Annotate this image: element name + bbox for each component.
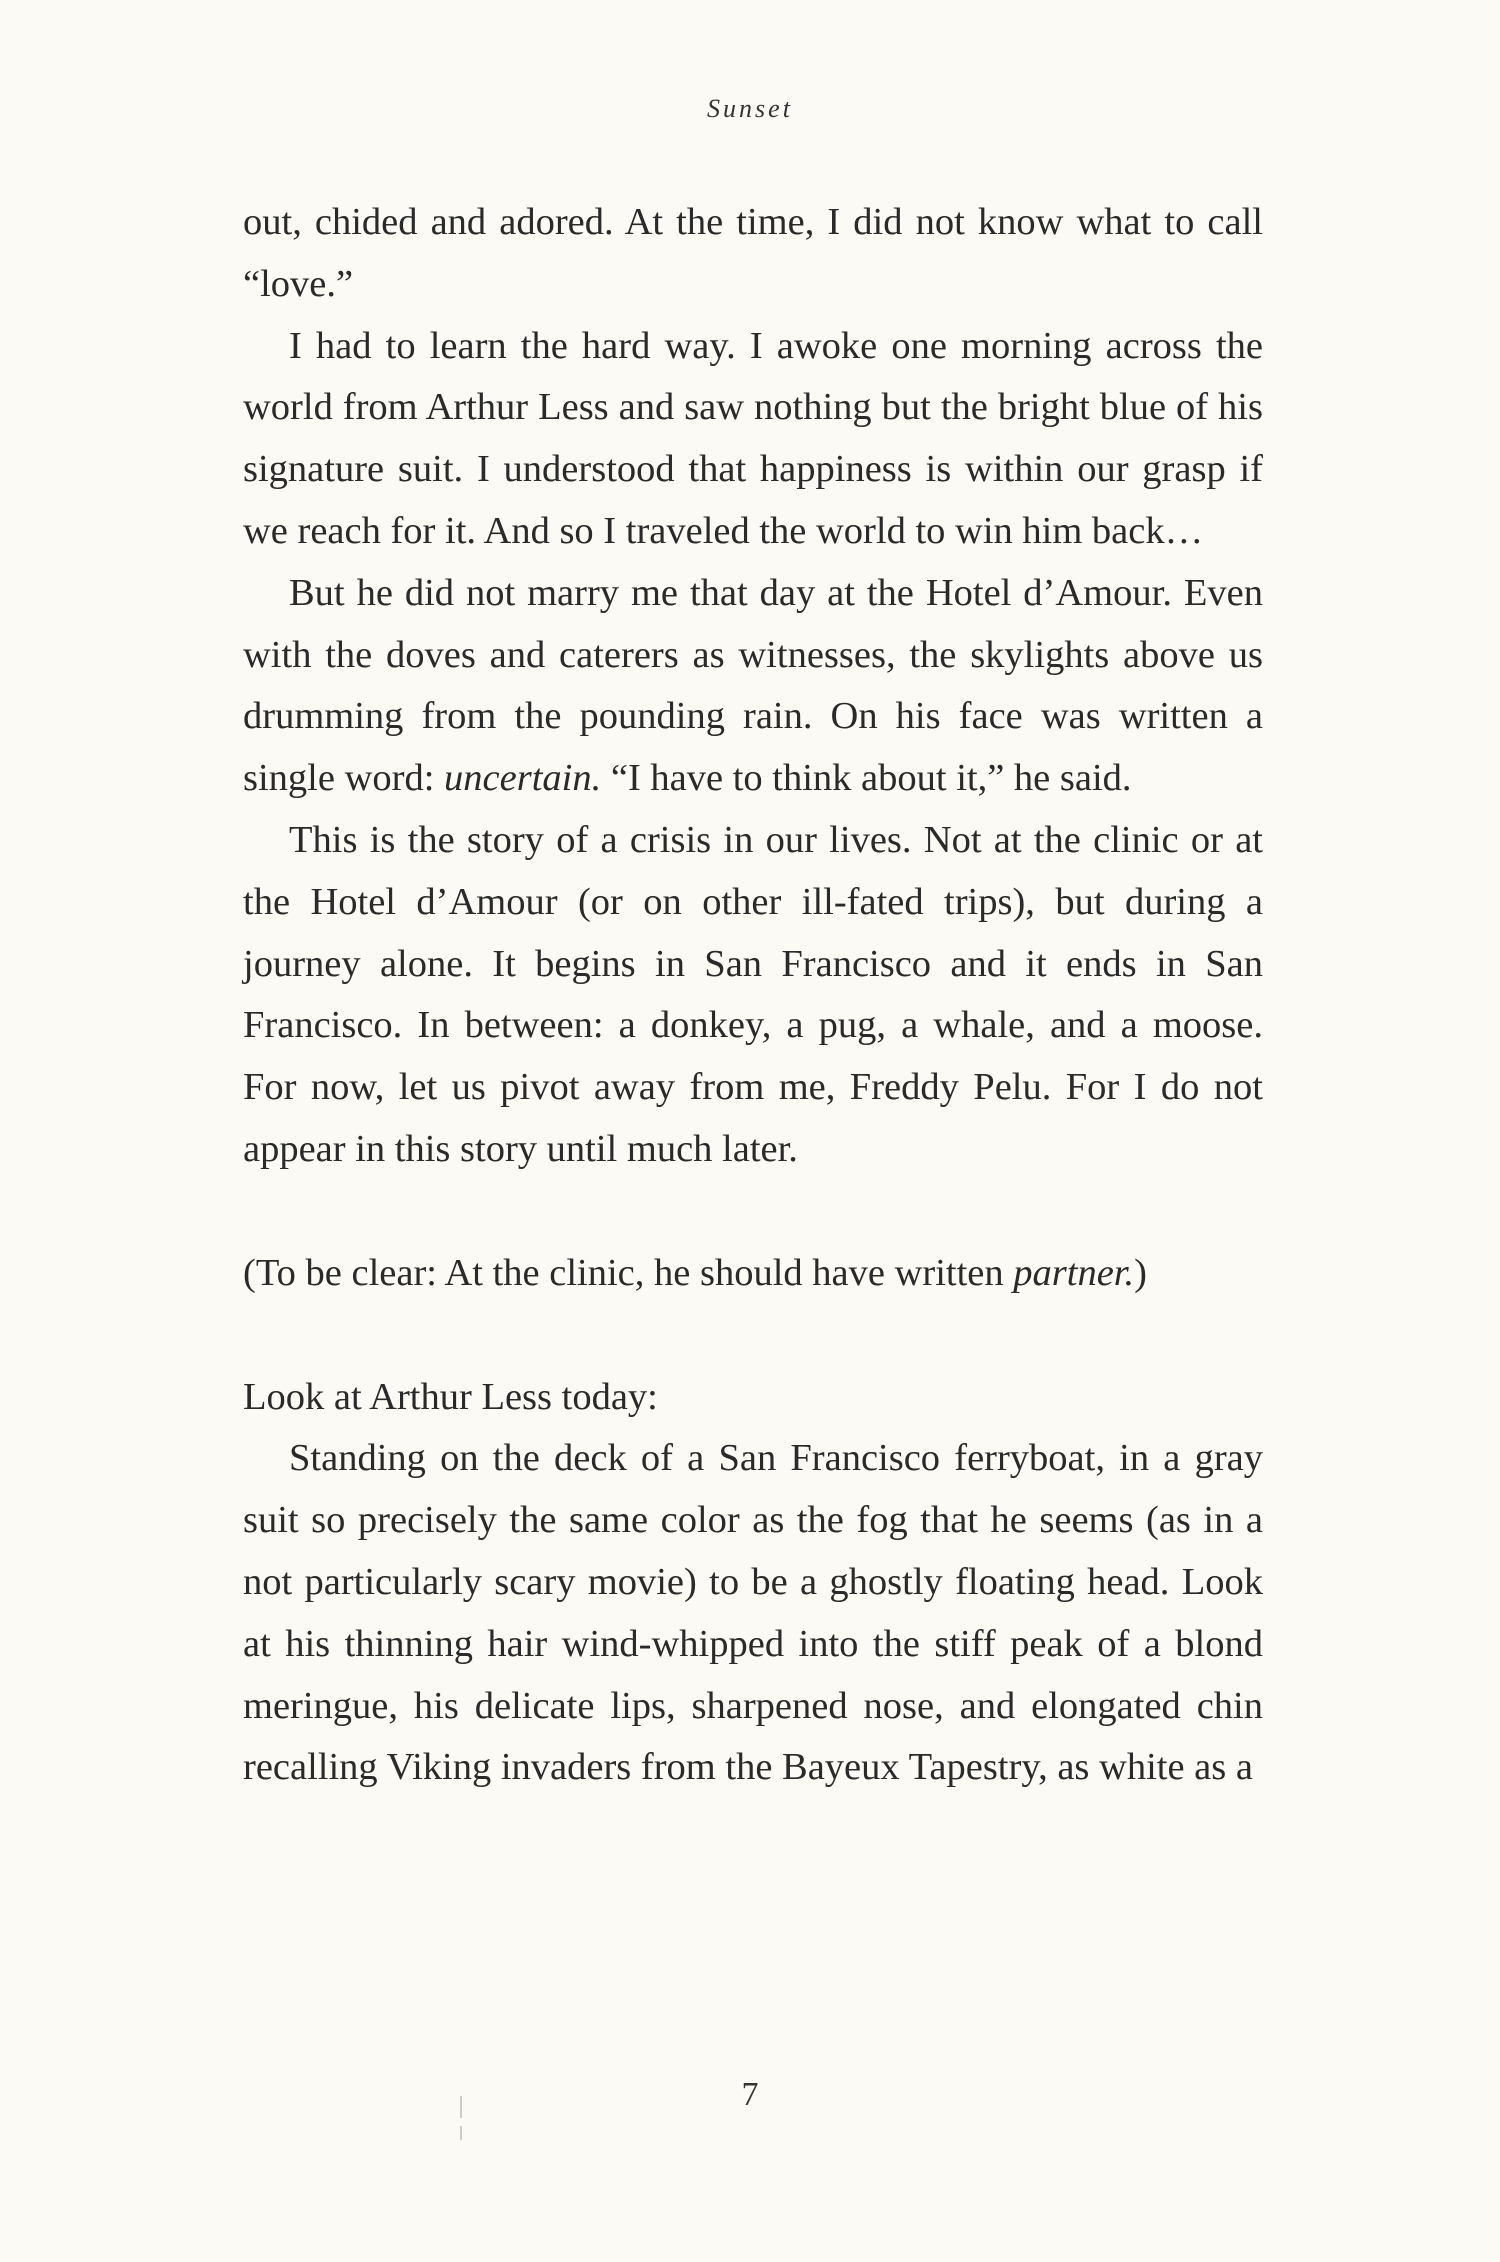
- page-number: 7: [741, 2076, 759, 2113]
- scan-mark: [460, 2096, 462, 2118]
- emphasis-partner: partner.: [1013, 1251, 1135, 1294]
- paragraph-6: Look at Arthur Less today:: [243, 1375, 658, 1418]
- paragraph-7: Standing on the deck of a San Francisco ferryboat, in a gray suit so precisely the same color as the fog that he seems (as in a not particularly scary movie) to be a ghostly floating head. Look at his thinning hair wind-whipped into the stiff peak of a blond meringue, his delicate lips, sharpened nose, and elongated chin recalling Viking invaders from the Bayeux Tapestry, as white as a: [243, 1437, 1263, 1789]
- paragraph-3: But he did not marry me that day at the Hotel d’Amour. Even with the doves and caterers as witnesses, the skylights above us drumming from the pounding rain. On his face was written a single word: uncertain. “I have to think about it,” he said.: [243, 571, 1263, 800]
- paragraph-4: This is the story of a crisis in our lives. Not at the clinic or at the Hotel d’Amour (or on other ill-fated trips), but during a journey alone. It begins in San Francisco and it ends in San Francisco. In between: a donkey, a pug, a whale, and a moose. For now, let us pivot away from me, Freddy Pelu. For I do not appear in this story until much later.: [243, 818, 1263, 1170]
- scan-mark: [460, 2126, 462, 2140]
- paragraph-2: I had to learn the hard way. I awoke one morning across the world from Arthur Less and saw nothing but the bright blue of his signature suit. I understood that happiness is within our grasp if we reach for it. And so I traveled the world to win him back…: [243, 324, 1263, 552]
- emphasis-uncertain: uncertain.: [444, 757, 602, 800]
- body-text: [243, 192, 1263, 1799]
- running-head: Sunset: [707, 94, 793, 123]
- paragraph-1: out, chided and adored. At the time, I did not know what to call “love.”: [243, 201, 1263, 305]
- paragraph-5: (To be clear: At the clinic, he should have written partner.): [243, 1251, 1147, 1294]
